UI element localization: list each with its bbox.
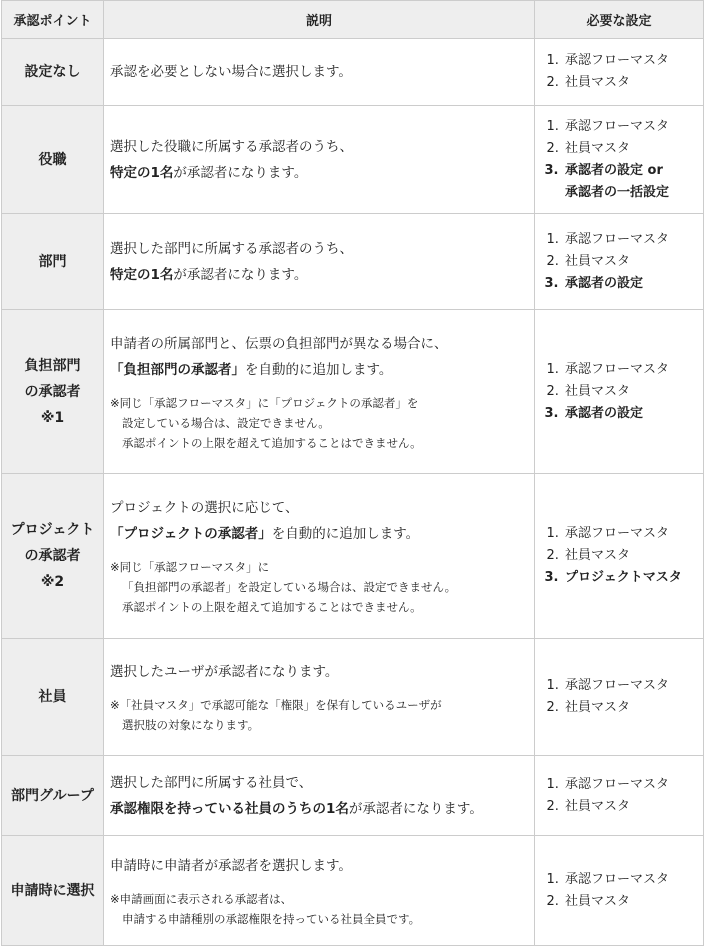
- note-line: 設定している場合は、設定できません。: [122, 415, 330, 430]
- approval-point-table: [1, 0, 704, 946]
- point-footnote-mark: ※1: [40, 409, 65, 426]
- note-line: 申請する申請種別の承認権限を持っている社員全員です。: [122, 911, 421, 926]
- settings-item: 1. 承認フローマスタ: [563, 229, 703, 251]
- table-row: [2, 639, 704, 756]
- settings-item: 3. プロジェクトマスタ: [563, 567, 703, 589]
- settings-item: 3. 承認者の設定: [563, 273, 703, 295]
- description-cell: [104, 214, 535, 310]
- settings-item: 1. 承認フローマスタ: [563, 869, 703, 891]
- table-row: [2, 474, 704, 639]
- settings-item: 1. 承認フローマスタ: [563, 116, 703, 138]
- point-cell: [2, 836, 104, 946]
- description-line: [110, 160, 534, 186]
- settings-list: [539, 50, 703, 94]
- description-note: [110, 557, 534, 617]
- point-label: 役職: [38, 151, 67, 168]
- description-cell: [104, 756, 535, 836]
- point-label: 部門グループ: [11, 787, 94, 804]
- description-line: 選択した役職に所属する承認者のうち、: [110, 138, 353, 155]
- point-cell: [2, 39, 104, 106]
- table-row: [2, 836, 704, 946]
- settings-item: [563, 160, 703, 204]
- description-note: [110, 695, 534, 735]
- description-cell: [104, 39, 535, 106]
- note-line: ※申請画面に表示される承認者は、: [110, 891, 293, 906]
- point-label: 負担部門: [24, 357, 81, 374]
- description-note: [110, 889, 534, 929]
- header-description: 説明: [104, 1, 535, 39]
- description-cell: [104, 639, 535, 756]
- table-row: [2, 310, 704, 474]
- settings-item: 2. 社員マスタ: [563, 545, 703, 567]
- header-settings: 必要な設定: [535, 1, 704, 39]
- description-line: 選択した部門に所属する社員で、: [110, 774, 313, 791]
- point-label: の承認者: [24, 383, 81, 400]
- settings-item-continuation: 承認者の一括設定: [565, 184, 670, 200]
- settings-item: 1. 承認フローマスタ: [563, 774, 703, 796]
- note-line: ※同じ「承認フローマスタ」に「プロジェクトの承認者」を: [110, 395, 419, 410]
- settings-item: 2. 社員マスタ: [563, 697, 703, 719]
- table-row: [2, 214, 704, 310]
- description-text: が承認者になります。: [173, 164, 308, 181]
- point-label: 部門: [38, 253, 67, 270]
- point-cell: [2, 310, 104, 474]
- point-cell: [2, 474, 104, 639]
- settings-item: 2. 社員マスタ: [563, 891, 703, 913]
- description-emphasis: 特定の1名: [110, 266, 174, 283]
- point-label: 設定なし: [24, 64, 81, 80]
- description-line: [110, 262, 534, 288]
- header-point: 承認ポイント: [2, 1, 104, 39]
- settings-list: [539, 675, 703, 719]
- description-line: プロジェクトの選択に応じて、: [110, 500, 299, 516]
- description-line: [110, 796, 534, 822]
- point-cell: [2, 756, 104, 836]
- settings-list: [539, 869, 703, 913]
- header-row: [2, 1, 704, 39]
- settings-cell: [535, 106, 704, 214]
- settings-item: 1. 承認フローマスタ: [563, 50, 703, 72]
- description-text: が承認者になります。: [348, 800, 483, 817]
- settings-cell: [535, 310, 704, 474]
- table-row: [2, 756, 704, 836]
- description-cell: [104, 474, 535, 639]
- description-emphasis: 「プロジェクトの承認者」: [110, 526, 272, 542]
- point-label: の承認者: [24, 548, 81, 564]
- table-row: [2, 39, 704, 106]
- description-line: 承認を必要としない場合に選択します。: [110, 64, 352, 80]
- description-note: [110, 393, 534, 453]
- point-footnote-mark: ※2: [40, 574, 65, 590]
- description-cell: [104, 106, 535, 214]
- description-line: 選択した部門に所属する承認者のうち、: [110, 240, 353, 257]
- settings-item: 1. 承認フローマスタ: [563, 523, 703, 545]
- settings-cell: [535, 39, 704, 106]
- description-text: を自動的に追加します。: [271, 526, 420, 542]
- point-label: 社員: [38, 689, 67, 705]
- settings-list: [539, 116, 703, 204]
- settings-list: [539, 774, 703, 818]
- table-row: [2, 106, 704, 214]
- settings-item: 2. 社員マスタ: [563, 72, 703, 94]
- description-emphasis: 「負担部門の承認者」: [110, 361, 245, 378]
- description-emphasis: 特定の1名: [110, 164, 174, 181]
- point-cell: [2, 639, 104, 756]
- settings-cell: [535, 836, 704, 946]
- settings-item: 2. 社員マスタ: [563, 138, 703, 160]
- description-cell: [104, 310, 535, 474]
- description-line: 選択したユーザが承認者になります。: [110, 664, 339, 680]
- settings-item: 2. 社員マスタ: [563, 381, 703, 403]
- settings-item: 1. 承認フローマスタ: [563, 359, 703, 381]
- description-text: を自動的に追加します。: [245, 361, 393, 378]
- settings-cell: [535, 756, 704, 836]
- settings-item: 1. 承認フローマスタ: [563, 675, 703, 697]
- note-line: ※同じ「承認フローマスタ」に: [110, 560, 270, 574]
- settings-cell: [535, 214, 704, 310]
- description-emphasis: 承認権限を持っている社員のうちの1名: [110, 800, 349, 817]
- point-label: プロジェクト: [10, 522, 95, 538]
- point-cell: [2, 106, 104, 214]
- note-line: 承認ポイントの上限を超えて追加することはできません。: [122, 435, 422, 450]
- description-line: 申請者の所属部門と、伝票の負担部門が異なる場合に、: [110, 335, 448, 352]
- note-line: ※「社員マスタ」で承認可能な「権限」を保有しているユーザが: [110, 698, 442, 712]
- settings-item-text: 承認者の設定 or: [565, 162, 663, 178]
- point-cell: [2, 214, 104, 310]
- settings-item: 3. 承認者の設定: [563, 403, 703, 425]
- settings-cell: [535, 639, 704, 756]
- settings-list: [539, 523, 703, 589]
- point-label: 申請時に選択: [10, 882, 95, 899]
- description-cell: [104, 836, 535, 946]
- settings-item: 2. 社員マスタ: [563, 251, 703, 273]
- description-line: [110, 357, 534, 383]
- description-line: 申請時に申請者が承認者を選択します。: [110, 857, 352, 874]
- note-line: 承認ポイントの上限を超えて追加することはできません。: [122, 600, 422, 614]
- settings-list: [539, 359, 703, 425]
- description-line: [110, 521, 534, 547]
- settings-list: [539, 229, 703, 295]
- description-text: が承認者になります。: [173, 266, 308, 283]
- note-line: 選択肢の対象になります。: [122, 718, 260, 732]
- settings-item: 2. 社員マスタ: [563, 796, 703, 818]
- note-line: 「負担部門の承認者」を設定している場合は、設定できません。: [122, 580, 457, 594]
- settings-cell: [535, 474, 704, 639]
